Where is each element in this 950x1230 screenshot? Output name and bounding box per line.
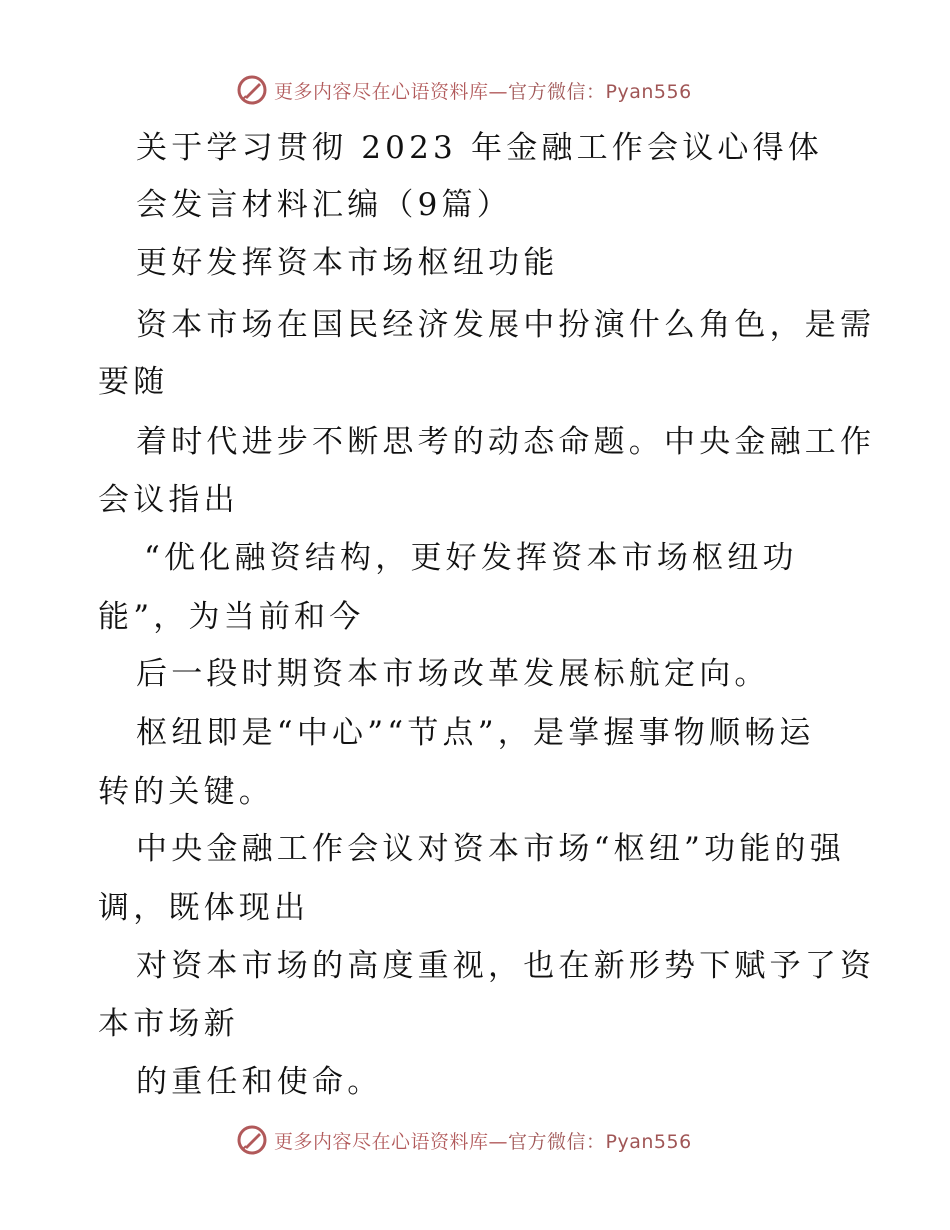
paragraph-line: 要随: [98, 364, 169, 400]
paragraph-line: 资本市场在国民经济发展中扮演什么角色，是需: [136, 307, 876, 343]
paragraph-line: 能”，为当前和今: [98, 599, 365, 635]
paragraph-line: 对资本市场的高度重视，也在新形势下赋予了资: [136, 948, 876, 984]
watermark-separator: —: [488, 80, 509, 103]
watermark-site: 更多内容尽在心语资料库: [274, 1130, 489, 1153]
paragraph-line: 转的关键。: [98, 774, 274, 810]
watermark-contact: 官方微信：Pyan556: [508, 80, 692, 103]
footer-watermark: [236, 1123, 692, 1157]
document-title-line-1: 关于学习贯彻 2023 年金融工作会议心得体: [136, 130, 823, 166]
watermark-separator: —: [488, 1130, 509, 1153]
paragraph-line: 后一段时期资本市场改革发展标航定向。: [136, 656, 770, 692]
paragraph-line: 调，既体现出: [98, 890, 310, 926]
watermark-site: 更多内容尽在心语资料库: [274, 80, 489, 103]
paragraph-line: 的重任和使命。: [136, 1064, 383, 1100]
quill-logo-icon: [236, 1124, 268, 1156]
paragraph-line: 会议指出: [98, 482, 239, 518]
section-heading: 更好发挥资本市场枢纽功能: [136, 245, 559, 281]
paragraph-line: “优化融资结构，更好发挥资本市场枢纽功: [144, 540, 798, 576]
paragraph-line: 本市场新: [98, 1006, 239, 1042]
watermark-text: [274, 1127, 692, 1154]
paragraph-line: 中央金融工作会议对资本市场“枢纽”功能的强: [136, 831, 845, 867]
document-title-line-2: 会发言材料汇编（9篇）: [136, 187, 512, 223]
paragraph-line: 枢纽即是“中心”“节点”，是掌握事物顺畅运: [136, 715, 815, 751]
watermark-contact: 官方微信：Pyan556: [508, 1130, 692, 1153]
paragraph-line: 着时代进步不断思考的动态命题。中央金融工作: [136, 424, 876, 460]
